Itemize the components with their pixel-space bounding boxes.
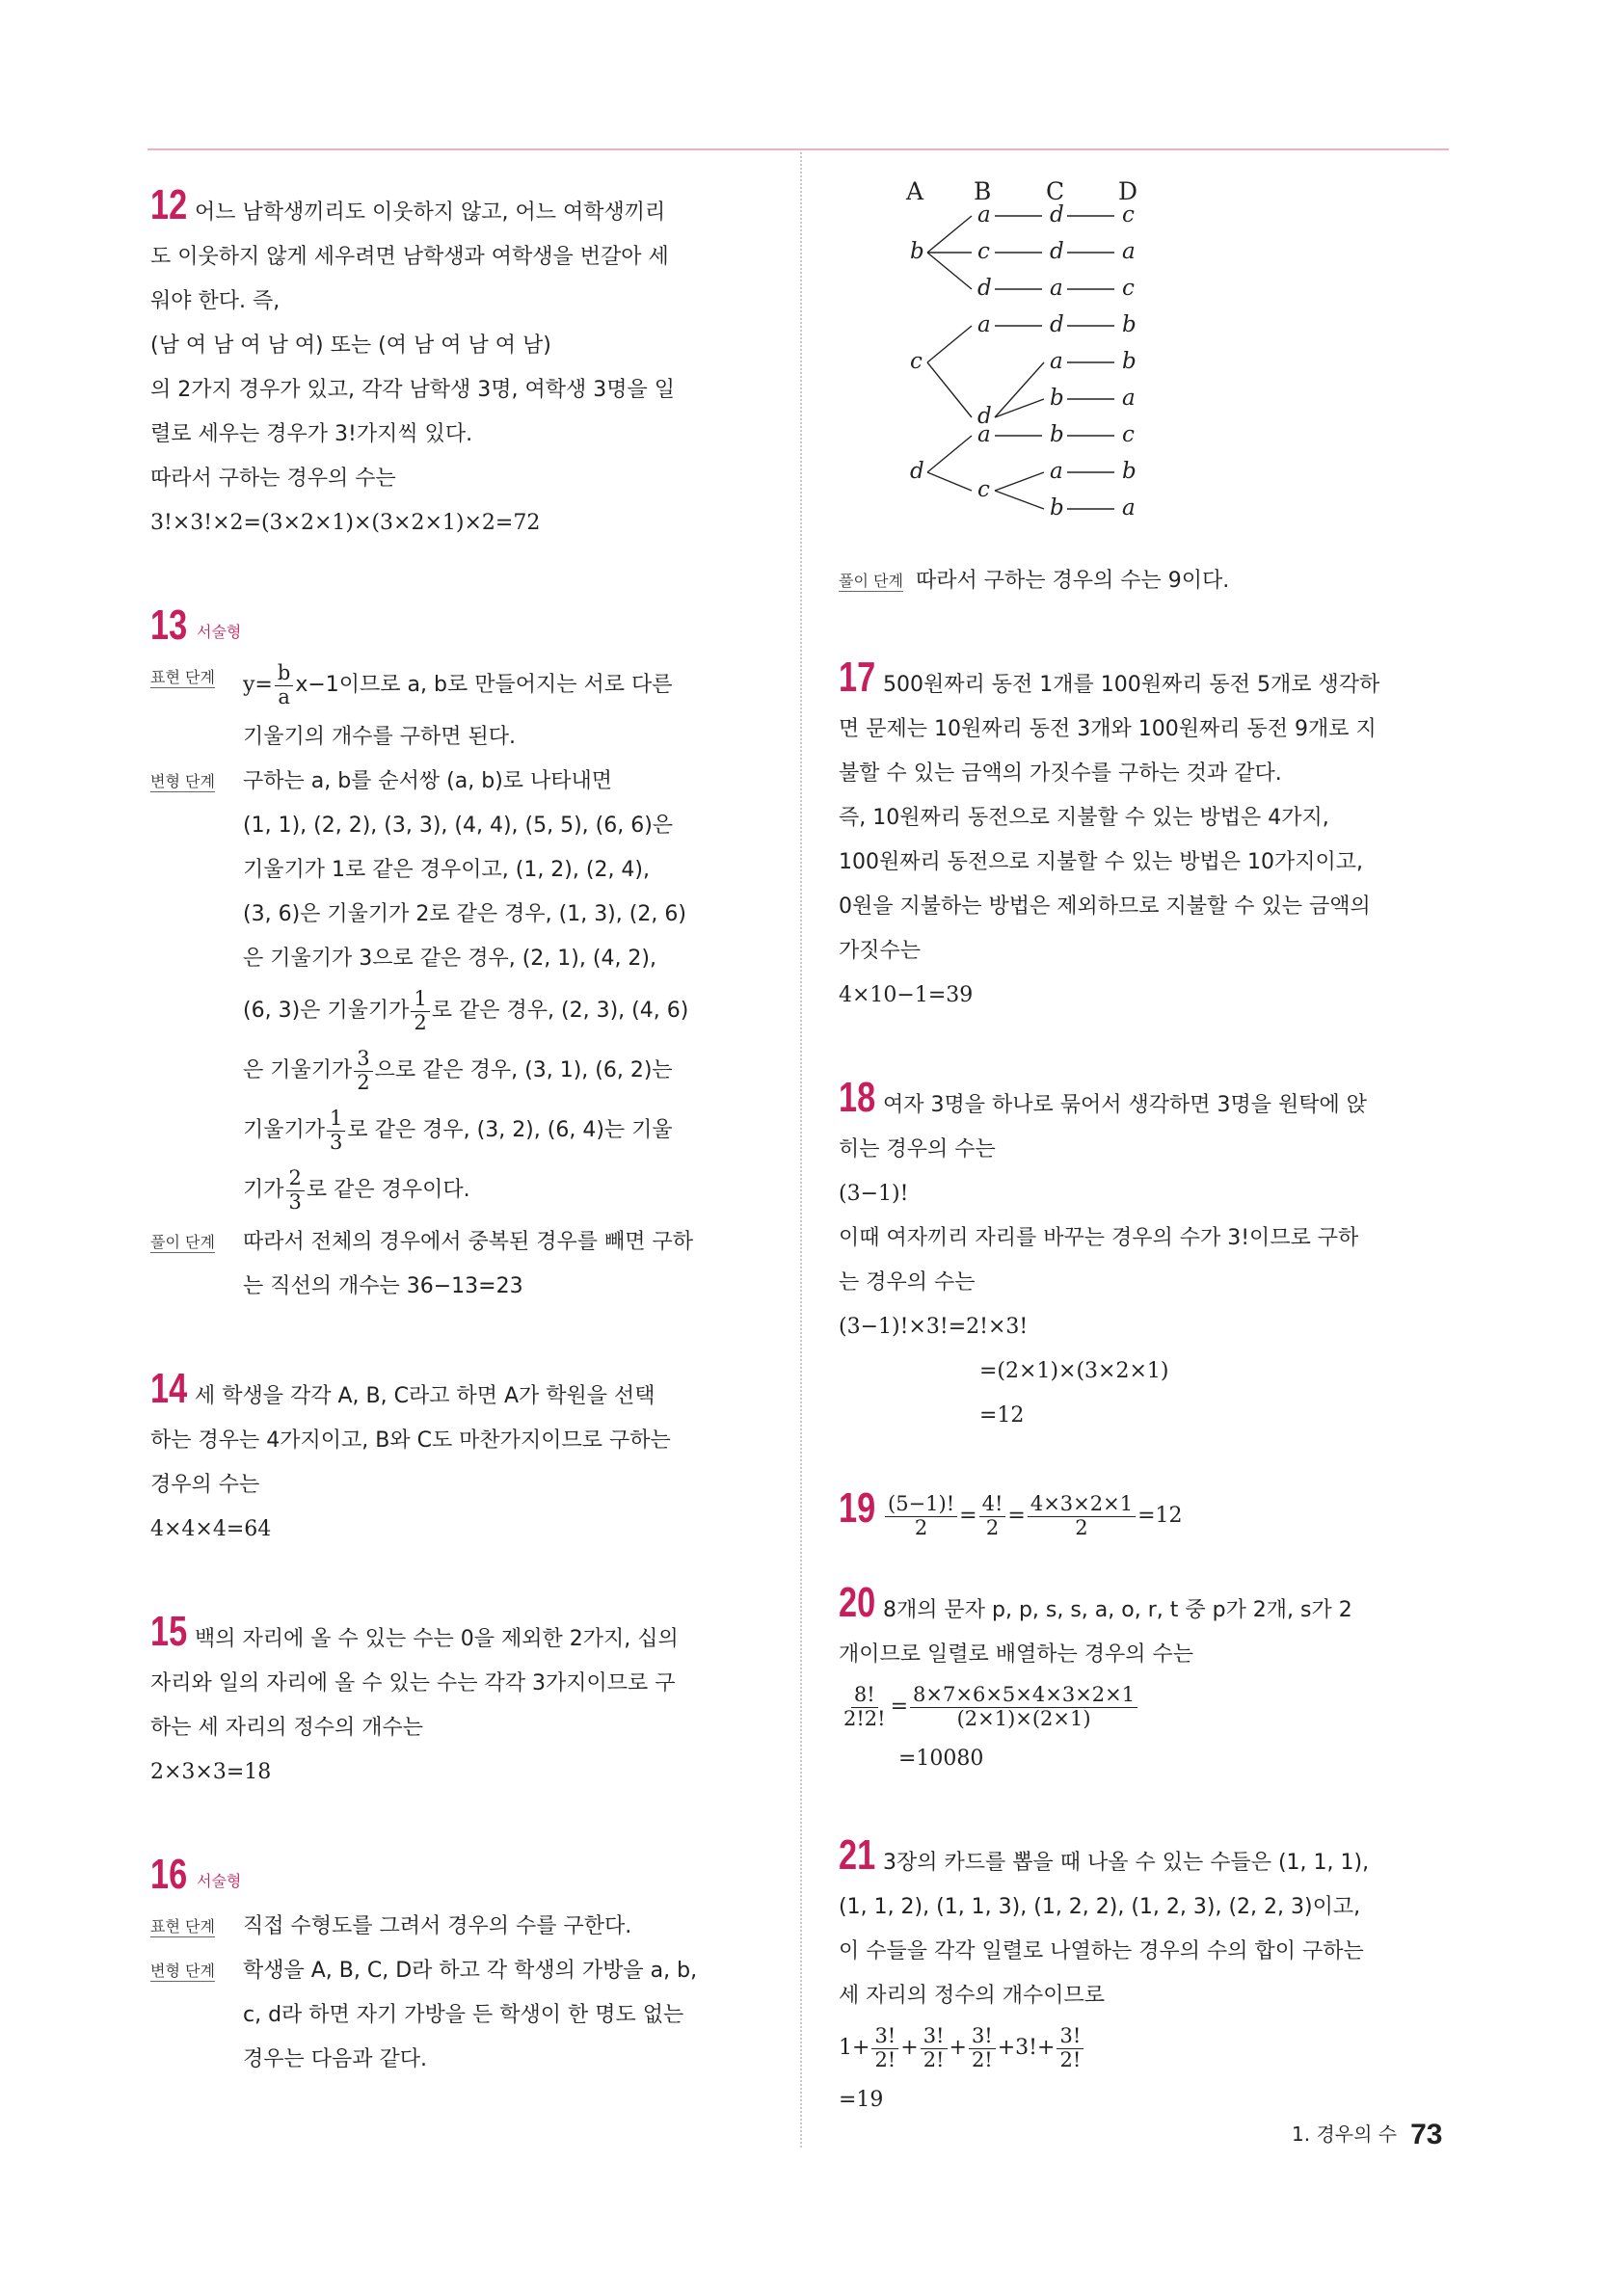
text-line: 의 2가지 경우가 있고, 각각 남학생 3명, 여학생 3명을 일 xyxy=(150,378,675,402)
text-line: 기울기가 1로 같은 경우이고, (1, 2), (2, 4), xyxy=(243,858,651,882)
text-line: (1, 1, 2), (1, 1, 3), (1, 2, 2), (1, 2, 3), (2, 2, 3)이고, xyxy=(839,1895,1361,1919)
text-line: 따라서 구하는 경우의 수는 xyxy=(150,467,396,491)
tree-edge xyxy=(927,472,972,491)
problem-15 xyxy=(150,1610,767,1795)
text-line: 0원을 지불하는 방법은 제외하므로 지불할 수 있는 금액의 xyxy=(839,894,1371,919)
text-line: (남 여 남 여 남 여) 또는 (여 남 여 남 여 남) xyxy=(150,334,551,358)
tree-node: b xyxy=(1050,495,1064,521)
text-line: 경우의 수는 xyxy=(150,1473,260,1497)
fraction: $\frac{4\times 3\times 2\times 1}{2}$ xyxy=(1028,1493,1136,1538)
tree-node: d xyxy=(910,459,924,484)
tree-lines xyxy=(896,174,1244,559)
essay-tag: 서술형 xyxy=(197,623,242,641)
problem-21 xyxy=(839,1833,1452,2122)
tree-node: c xyxy=(977,239,990,264)
fraction: $\frac{3!}{2!}$ xyxy=(871,2025,898,2070)
text-part: 으로 같은 경우, (3, 1), (6, 2)는 xyxy=(374,1058,673,1082)
equation-line: 1+ $\frac{3!}{2!}$ + $\frac{3!}{2!}$ + $\frac{3!}{2!}$ +3!+ $\frac{3!}{2!}$ xyxy=(839,2018,1452,2078)
text-line: 이때 여자끼리 자리를 바꾸는 경우의 수가 3!이므로 구하 xyxy=(839,1226,1359,1250)
tree-node: c xyxy=(1122,422,1135,447)
tree-node: b xyxy=(1050,386,1064,411)
text-line: 따라서 구하는 경우의 수는 9이다. xyxy=(916,569,1230,593)
fraction: $\frac{4!}{2}$ xyxy=(979,1493,1006,1538)
fraction: $\frac{3!}{2!}$ xyxy=(1057,2025,1083,2070)
tree-node: a xyxy=(1050,459,1063,484)
step-label: 풀이 단계 xyxy=(839,572,903,590)
fraction: $\frac{3!}{2!}$ xyxy=(921,2025,948,2070)
tree-node: c xyxy=(977,477,990,502)
equation-line: =(2×1)×(3×2×1) xyxy=(979,1359,1169,1383)
text-line: 여자 3명을 하나로 묶어서 생각하면 3명을 원탁에 앉 xyxy=(883,1093,1367,1117)
text-line: x−1이므로 a, b로 만들어지는 서로 다른 xyxy=(295,673,673,697)
text-line: 가짓수는 xyxy=(839,939,922,963)
tree-edge xyxy=(995,362,1044,417)
text-line: (1, 1), (2, 2), (3, 3), (4, 4), (5, 5), (6, 6)은 xyxy=(243,814,674,838)
text-line: 경우는 다음과 같다. xyxy=(243,2047,427,2071)
text-line: 하는 경우는 4가지이고, B와 C도 마찬가지이므로 구하는 xyxy=(150,1428,671,1453)
problem-12 xyxy=(150,183,767,546)
text-line: 자리와 일의 자리에 올 수 있는 수는 각각 3가지이므로 구 xyxy=(150,1671,676,1695)
page-number: 73 xyxy=(1410,2119,1443,2150)
tree-node: a xyxy=(1122,386,1136,411)
problem-17 xyxy=(839,655,1452,1018)
chapter-title: 1. 경우의 수 xyxy=(1292,2122,1398,2146)
equals-sign: = xyxy=(890,1695,909,1719)
text-line: 직접 수형도를 그려서 경우의 수를 구한다. xyxy=(243,1914,632,1938)
text-line: 개이므로 일렬로 배열하는 경우의 수는 xyxy=(839,1642,1194,1667)
text-line: 즉, 10원짜리 동전으로 지불할 수 있는 방법은 4가지, xyxy=(839,806,1329,830)
equals-sign: = xyxy=(1007,1504,1026,1528)
fraction: $\frac{8!}{2!2!}$ xyxy=(843,1683,886,1730)
text-line: 는 경우의 수는 xyxy=(839,1270,976,1295)
tree-node: b xyxy=(1122,349,1137,374)
left-column xyxy=(150,183,767,2082)
text-part: 로 같은 경우, (3, 2), (6, 4)는 기울 xyxy=(347,1118,673,1142)
tree-header-c: C xyxy=(1046,177,1065,205)
tree-edge xyxy=(927,253,972,289)
text-part: (6, 3)은 기울기가 xyxy=(243,999,410,1023)
tree-node: b xyxy=(910,239,924,264)
equation-line: 4×10−1=39 xyxy=(839,983,974,1007)
text-line: 기울기의 개수를 구하면 된다. xyxy=(243,725,516,749)
fraction: $\frac{1}{3}$ xyxy=(327,1108,345,1153)
problem-number: 15 xyxy=(150,1608,188,1655)
result: =12 xyxy=(1137,1504,1183,1528)
problem-number: 19 xyxy=(839,1484,876,1532)
text-line: 워야 한다. 즉, xyxy=(150,289,281,313)
tree-node: b xyxy=(1122,312,1137,337)
equation-line: =10080 xyxy=(898,1747,984,1771)
fraction: $\frac{(5-1)!}{2}$ xyxy=(885,1493,957,1538)
equals-sign: = xyxy=(959,1504,977,1528)
text-line: 8개의 문자 p, p, s, s, a, o, r, t 중 p가 2개, s가 2 xyxy=(883,1598,1352,1622)
tree-node: a xyxy=(1122,495,1136,521)
tree-node: b xyxy=(1122,459,1137,484)
tree-edge xyxy=(927,216,972,253)
equation-line: 4×4×4=64 xyxy=(150,1517,272,1541)
top-rule xyxy=(147,148,1449,150)
problem-14 xyxy=(150,1367,767,1552)
tree-diagram xyxy=(896,174,1244,559)
right-column xyxy=(839,174,1452,2122)
fraction: $\frac{3!}{2!}$ xyxy=(969,2025,996,2070)
problem-number: 18 xyxy=(839,1074,876,1121)
equation-line: 2×3×3=18 xyxy=(150,1760,272,1784)
text-line: 학생을 A, B, C, D라 하고 각 학생의 가방을 a, b, xyxy=(243,1959,698,1983)
text-line: 500원짜리 동전 1개를 100원짜리 동전 5개로 생각하 xyxy=(883,673,1380,697)
tree-node: a xyxy=(1122,239,1136,264)
tree-node: d xyxy=(1050,239,1064,264)
problem-13 xyxy=(150,603,767,1309)
step-label: 표현 단계 xyxy=(150,668,215,686)
fraction: $\frac{3}{2}$ xyxy=(354,1048,372,1093)
step-label: 변형 단계 xyxy=(150,772,215,790)
text-line: (3, 6)은 기울기가 2로 같은 경우, (1, 3), (2, 6) xyxy=(243,902,686,926)
tree-edge xyxy=(995,491,1044,509)
tree-edge xyxy=(927,436,972,472)
text-part: 기울기가 xyxy=(243,1118,326,1142)
problem-number: 14 xyxy=(150,1365,188,1412)
column-divider xyxy=(800,152,802,2148)
text-line: 백의 자리에 올 수 있는 수는 0을 제외한 2가지, 십의 xyxy=(195,1627,679,1651)
tree-node: d xyxy=(977,276,992,301)
equation-line: (3−1)! xyxy=(839,1182,909,1206)
text-line: 하는 세 자리의 정수의 개수는 xyxy=(150,1716,423,1740)
text-line: 3장의 카드를 뽑을 때 나올 수 있는 수들은 (1, 1, 1), xyxy=(883,1851,1370,1875)
problem-19 xyxy=(839,1486,1452,1546)
text-line: 어느 남학생끼리도 이웃하지 않고, 어느 여학생끼리 xyxy=(195,200,666,225)
step-label: 표현 단계 xyxy=(150,1917,215,1936)
text-line: 구하는 a, b를 순서쌍 (a, b)로 나타내면 xyxy=(243,769,613,793)
text-part: 로 같은 경우, (2, 3), (4, 6) xyxy=(431,999,689,1023)
problem-number: 21 xyxy=(839,1831,876,1879)
tree-node: a xyxy=(977,312,991,337)
equation-line: (3−1)!×3!=2!×3! xyxy=(839,1315,1029,1339)
text-line: 세 자리의 정수의 개수이므로 xyxy=(839,1984,1106,2008)
fraction: $\frac{b}{a}$ xyxy=(275,662,293,707)
page-footer xyxy=(1292,2119,1442,2151)
text-line: 렬로 세우는 경우가 3!가지씩 있다. xyxy=(150,422,473,446)
step-label: 풀이 단계 xyxy=(150,1233,215,1251)
tree-node: a xyxy=(977,202,991,227)
tree-header-d: D xyxy=(1118,177,1138,205)
text-line: 는 직선의 개수는 36−13=23 xyxy=(243,1274,523,1298)
text-line: 세 학생을 각각 A, B, C라고 하면 A가 학원을 선택 xyxy=(195,1384,655,1408)
text-line: 면 문제는 10원짜리 동전 3개와 100원짜리 동전 9개로 지 xyxy=(839,717,1377,741)
tree-node: c xyxy=(1122,276,1135,301)
equation-line: =19 xyxy=(839,2088,884,2112)
problem-18 xyxy=(839,1076,1452,1438)
tree-header-b: B xyxy=(974,177,992,205)
tree-node: b xyxy=(1050,422,1064,447)
text-line: 도 이웃하지 않게 세우려면 남학생과 여학생을 번갈아 세 xyxy=(150,245,669,269)
tree-node: a xyxy=(1050,349,1063,374)
tree-edge xyxy=(927,362,972,417)
text-line: 히는 경우의 수는 xyxy=(839,1137,996,1161)
problem-number: 20 xyxy=(839,1579,876,1626)
text-part: 은 기울기가 xyxy=(243,1058,353,1082)
text-line: 따라서 전체의 경우에서 중복된 경우를 빼면 구하 xyxy=(243,1230,694,1254)
equation-line: =12 xyxy=(979,1403,1025,1428)
problem-20 xyxy=(839,1581,1452,1781)
fraction: $\frac{1}{2}$ xyxy=(411,988,429,1033)
essay-tag: 서술형 xyxy=(197,1872,242,1890)
problem-16 xyxy=(150,1853,767,2082)
problem-number: 16 xyxy=(150,1851,188,1898)
problem-number: 17 xyxy=(839,654,876,701)
tree-node: c xyxy=(910,349,923,374)
tree-edge xyxy=(995,472,1044,491)
text-line: 은 기울기가 3으로 같은 경우, (2, 1), (4, 2), xyxy=(243,947,657,971)
tree-node: d xyxy=(977,404,992,429)
step-label: 변형 단계 xyxy=(150,1962,215,1980)
equation-part: y= xyxy=(243,673,273,697)
equation-line: 3!×3!×2=(3×2×1)×(3×2×1)×2=72 xyxy=(150,511,541,535)
text-part: 기가 xyxy=(243,1178,284,1202)
text-line: 불할 수 있는 금액의 가짓수를 구하는 것과 같다. xyxy=(839,761,1282,786)
tree-node: d xyxy=(1050,202,1064,227)
tree-node: c xyxy=(1122,202,1135,227)
fraction: $\frac{8\times 7\times 6\times 5\times 4\times 3\times 2\times 1}{(2\times 1)\times(2\times 1)}$ xyxy=(910,1684,1137,1729)
text-line: 100원짜리 동전으로 지불할 수 있는 방법은 10가지이고, xyxy=(839,850,1363,874)
problem-number: 12 xyxy=(150,181,188,228)
fraction: $\frac{2}{3}$ xyxy=(286,1167,305,1213)
tree-node: a xyxy=(1050,276,1063,301)
tree-node: d xyxy=(1050,312,1064,337)
tree-edge xyxy=(927,326,972,362)
tree-node: a xyxy=(977,422,991,447)
tree-header-a: A xyxy=(906,177,924,205)
text-part: 로 같은 경우이다. xyxy=(306,1178,470,1202)
problem-number: 13 xyxy=(150,601,188,649)
text-line: c, d라 하면 자기 가방을 든 학생이 한 명도 없는 xyxy=(243,2003,684,2027)
text-line: 이 수들을 각각 일렬로 나열하는 경우의 수의 합이 구하는 xyxy=(839,1939,1364,1963)
